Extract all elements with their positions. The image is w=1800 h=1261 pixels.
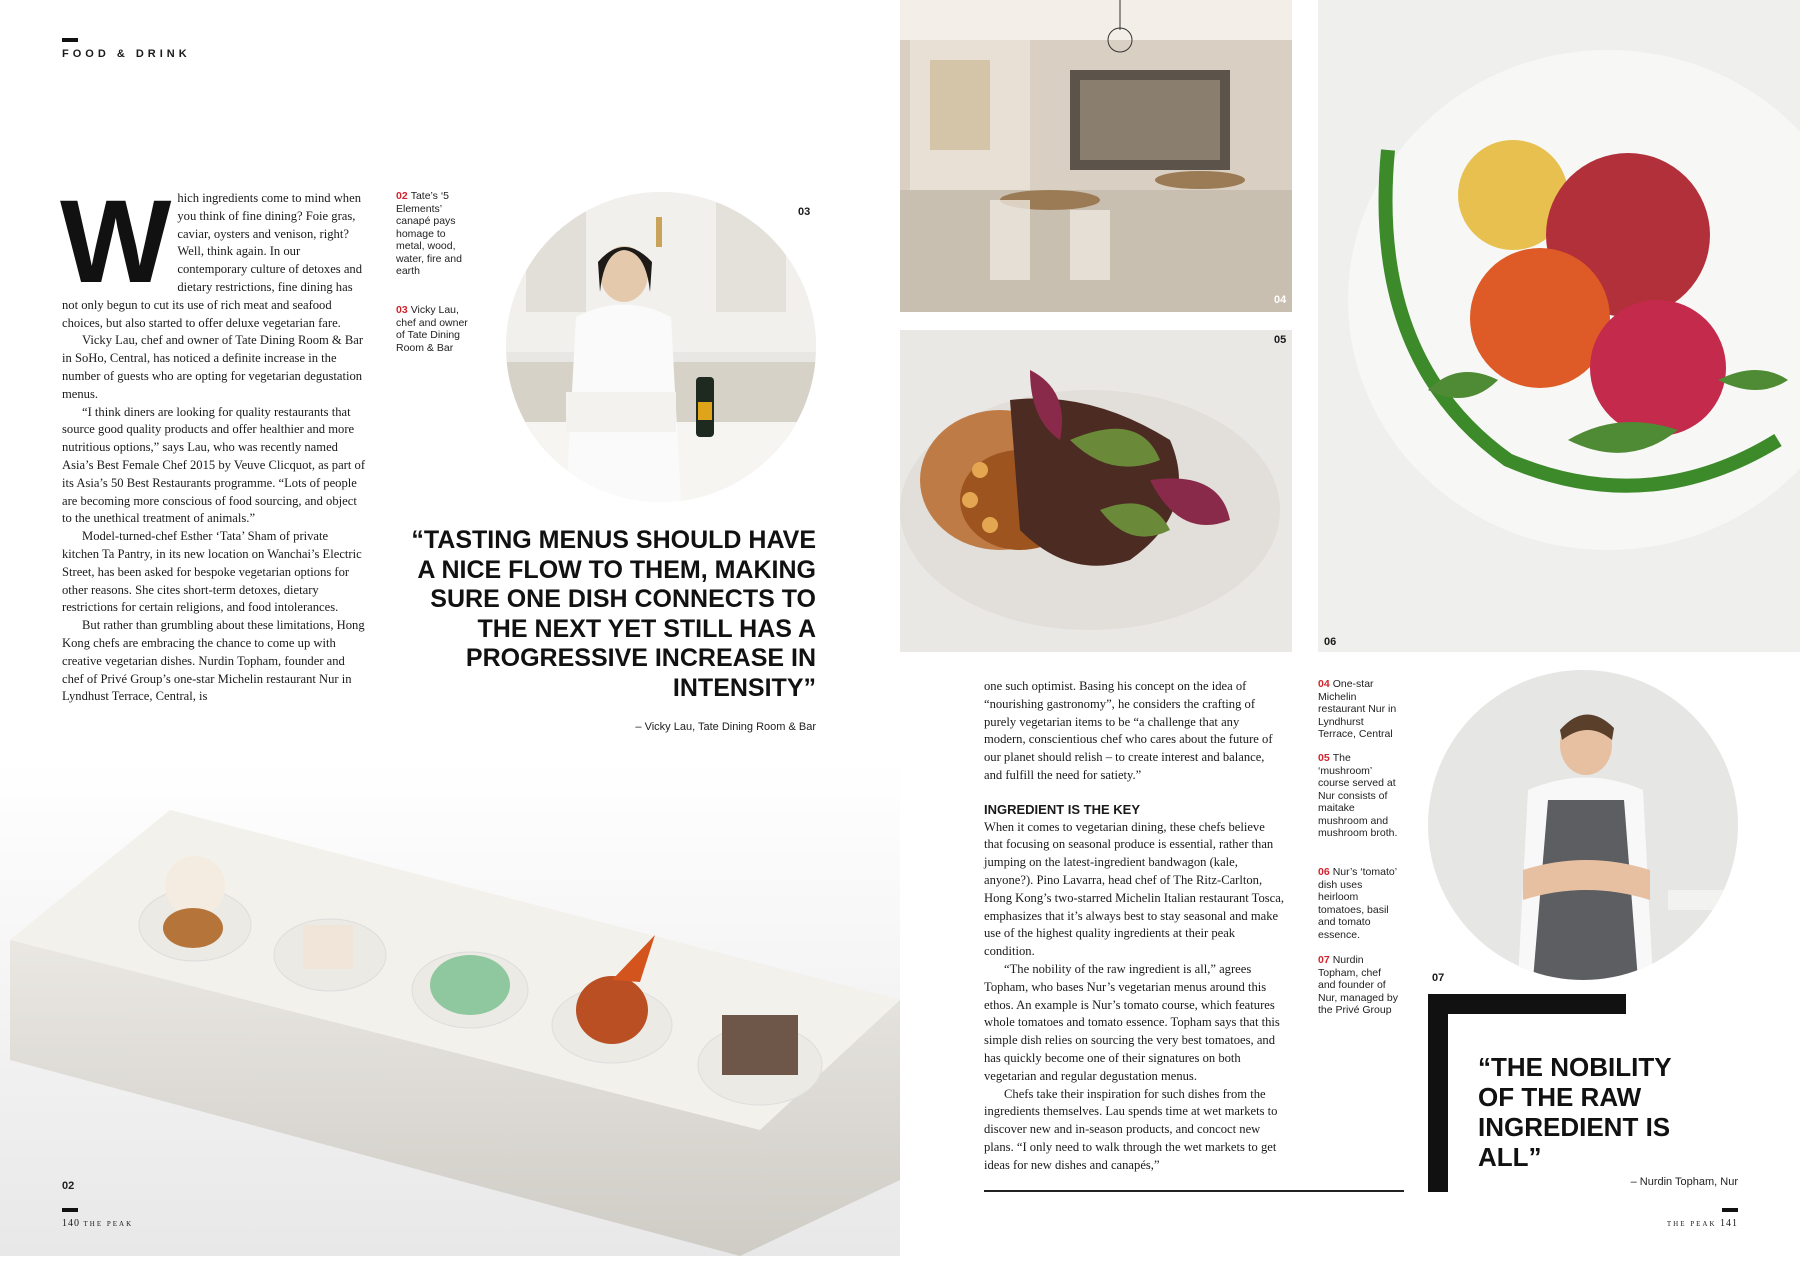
paragraph-5: But rather than grumbling about these limitations, Hong Kong chefs are embracing the chance to come up with creative vegetarian dishes. Nurdin Topham, founder and chef of Privé Group’s one-star Michelin restaurant Nur in Lyndhust Terrace, Central, is [62,618,365,704]
chef-portrait-photo [506,192,816,502]
photo-number-02: 02 [62,1180,75,1192]
paragraph-1: Which ingredients come to mind when you think of fine dining? Foie gras, caviar, oysters and venison, right? Well, think again. In our contemporary culture of detoxes and dietary restrictions, fine dining has not only begun to cut its use of rich meat and seafood choices, but also started to offer deluxe vegetarian fare. [60,176,363,330]
paragraph-8: “The nobility of the raw ingredient is all,” agrees Topham, who bases Nur’s vegetarian menus around this ethos. An example is Nur’s tomato course, which features whole tomatoes and tomato essence. Topham says that this simple dish relies on sourcing the very best tomatoes, and has quickly become one of their signatures on both vegetarian and regular degustation menus. [984,961,1280,1083]
paragraph-9: Chefs take their inspiration for such dishes from the ingredients themselves. Lau spends time at wet markets to discover new and in-season products, and concoct new plans. “I only need to walk through the wet markets to get ideas for new dishes and canapés,” [984,1086,1278,1172]
quote-bracket-top [1428,994,1626,1014]
folio-marker-left [62,1208,78,1212]
caption-03: 03 Vicky Lau, chef and owner of Tate Dining Room & Bar [396,304,468,354]
folio-left [62,1218,133,1229]
folio-right [1640,1218,1738,1229]
page-number-left: 140 [62,1218,80,1229]
photo-number-03: 03 [798,206,811,218]
tomato-dish-photo [1318,0,1800,652]
paragraph-6: one such optimist. Basing his concept on the idea of “nourishing gastronomy”, he considers the crafting of purely vegetarian items to be “a challenge that any modern, conscientious chef who cares about the future of our planet should relish – to create interest and balance, and fulfill the need for satiety.” [984,679,1273,782]
topham-portrait-photo [1428,670,1738,980]
caption-04: 04 One-star Michelin restaurant Nur in Lyndhurst Terrace, Central [1318,678,1397,740]
article-body-left [60,176,368,706]
caption-06: 06 Nur’s ‘tomato’ dish uses heirloom tomatoes, basil and tomato essence. [1318,866,1397,941]
photo-number-05: 05 [1274,334,1287,346]
article-end-rule [984,1190,1404,1192]
magazine-name-right: THE PEAK [1666,1220,1717,1228]
pull-quote-right-attribution: – Nurdin Topham, Nur [1630,1176,1738,1188]
paragraph-3: “I think diners are looking for quality restaurants that source good quality products and offer healthier and more nutritious options,” says Lau, who was recently named Asia’s Best Female Chef 2015 by Veuve Clicquot, as part of its Asia’s 50 Best Restaurants programme. “Lots of people are becoming more conscious of food sourcing, and object to the unethical treatment of animals.” [62,404,366,526]
canape-photo [0,760,900,1256]
page-number-right: 141 [1720,1218,1738,1229]
pull-quote-left-attribution: – Vicky Lau, Tate Dining Room & Bar [635,721,816,733]
subheading: INGREDIENT IS THE KEY [984,801,1141,817]
magazine-name-left: THE PEAK [83,1220,134,1228]
drop-cap: W [60,176,172,308]
pull-quote-right: “THE NOBILITY OF THE RAW INGREDIENT IS ALL” [1478,1052,1672,1172]
photo-number-04: 04 [1274,294,1287,306]
caption-05: 05 The ‘mushroom’ course served at Nur consists of maitake mushroom and mushroom broth. [1318,752,1398,839]
restaurant-photo [900,0,1292,312]
pull-quote-left: “TASTING MENUS SHOULD HAVE A NICE FLOW TO THEM, MAKING SURE ONE DISH CONNECTS TO THE NEXT YET STILL HAS A PROGRESSIVE INCREASE IN INTENSITY” [411,526,816,702]
section-label: FOOD & DRINK [62,48,191,60]
caption-02: 02 Tate’s ‘5 Elements’ canapé pays homage to metal, wood, water, fire and earth [396,190,462,277]
folio-marker-right [1722,1208,1738,1212]
photo-number-07: 07 [1432,972,1445,984]
paragraph-7: When it comes to vegetarian dining, these chefs believe that focusing on seasonal produce is essential, rather than jumping on the latest-ingredient bandwagon (kale, anyone?). Pino Lavarra, head chef of The Ritz-Carlton, Hong Kong’s two-starred Michelin Italian restaurant Tosca, emphasizes that it’s always best to stay seasonal and make use of the highest quality ingredients at their peak condition. [984,819,1285,959]
section-marker [62,38,78,42]
caption-07: 07 Nurdin Topham, chef and founder of Nur, managed by the Privé Group [1318,954,1398,1016]
mushroom-dish-photo [900,330,1292,652]
quote-bracket-side [1428,994,1448,1192]
paragraph-2: Vicky Lau, chef and owner of Tate Dining Room & Bar in SoHo, Central, has noticed a definite increase in the number of guests who are opting for vegetarian degustation menus. [62,333,364,401]
photo-number-06: 06 [1324,636,1337,648]
paragraph-4: Model-turned-chef Esther ‘Tata’ Sham of private kitchen Ta Pantry, in its new location on Wanchai’s Electric Street, has been asked for bespoke vegetarian options for other reasons. She cites short-term detoxes, dietary restrictions for certain religions, and food intolerances. [62,529,362,615]
article-body-right [984,678,1284,1175]
